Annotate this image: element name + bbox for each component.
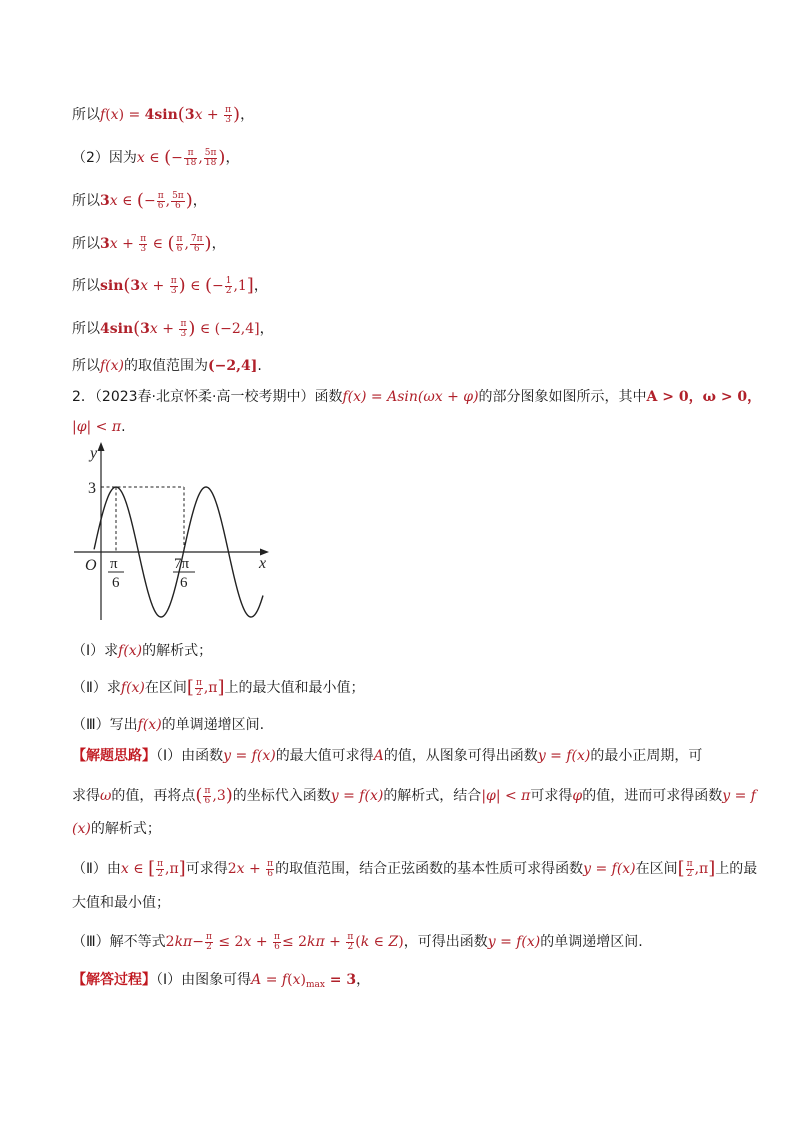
solution-line-7: 所以f(x)的取值范围为(−2,4]. xyxy=(72,358,262,374)
y-axis-label: y xyxy=(90,445,98,462)
analysis-line-6: （Ⅲ）解不等式2kπ− $\frac{\pi}{2}$ ≤ 2x + $\frac{\pi}{6}$ ≤ 2kπ + $\frac{\pi}{2}$ (k ∈ Z)，可得出函数y = f(x)的单调递增区间. xyxy=(72,931,643,952)
tick2-numerator: 7π xyxy=(174,556,190,572)
solution-process-line-1: 【解答过程】（Ⅰ）由图象可得$A = f(x)_{max} = 3$， xyxy=(72,972,371,990)
y-axis-arrow xyxy=(98,442,105,451)
sine-graph xyxy=(70,440,280,630)
origin-label: O xyxy=(85,557,97,574)
analysis-line-3: (x)的解析式； xyxy=(72,821,161,837)
problem-statement-line-1: 2．（2023春·北京怀柔·高一校考期中）函数f(x) = Asin(ωx + φ)的部分图象如图所示，其中A > 0，ω > 0， xyxy=(72,389,762,405)
analysis-line-4: （Ⅱ）由x ∈ [ $\frac{\pi}{2}$ ,π]可求得2x + $\frac{\pi}{6}$ 的取值范围，结合正弦函数的基本性质可求得函数y = f(x)在区间[ $\frac{\pi}{2}$ ,π]上的最 xyxy=(72,858,758,879)
solution-line-2: （2）因为x ∈ (− $\frac{\pi}{18}$ , $\frac{5\pi}{18}$ )， xyxy=(72,147,240,168)
solution-label: 【解答过程】 xyxy=(72,972,156,988)
solution-line-5: 所以sin(3x + $\frac{\pi}{3}$ ) ∈ (− $\frac{1}{2}$ ,1]， xyxy=(72,275,268,296)
analysis-label: 【解题思路】 xyxy=(72,748,156,764)
tick1-denominator: 6 xyxy=(112,575,120,591)
analysis-line-2: 求得ω的值，再将点( $\frac{\pi}{6}$ ,3)的坐标代入函数y = f(x)的解析式，结合|φ| < π可求得φ的值，进而可求得函数y = f xyxy=(72,785,756,806)
solution-line-3: 所以3x ∈ (− $\frac{\pi}{6}$ , $\frac{5\pi}{6}$ )， xyxy=(72,190,207,211)
analysis-line-5: 大值和最小值； xyxy=(72,895,170,911)
problem-statement-line-2: |φ| < π. xyxy=(72,419,126,435)
solution-line-6: 所以4sin(3x + $\frac{\pi}{3}$ ) ∈ (−2,4]， xyxy=(72,318,274,339)
question-2: （Ⅱ）求f(x)在区间[ $\frac{\pi}{2}$ ,π]上的最大值和最小值； xyxy=(72,677,365,698)
formula: f xyxy=(100,107,106,123)
tick1-numerator: π xyxy=(110,556,118,572)
solution-line-4: 所以3x + $\frac{\pi}{3}$ ∈ ( $\frac{\pi}{6}$ , $\frac{7\pi}{6}$ )， xyxy=(72,233,226,254)
x-axis-label: x xyxy=(259,555,267,572)
text: 所以 xyxy=(72,107,100,123)
question-3: （Ⅲ）写出f(x)的单调递增区间. xyxy=(72,717,265,733)
tick2-denominator: 6 xyxy=(180,575,188,591)
analysis-line-1: 【解题思路】（Ⅰ）由函数y = f(x)的最大值可求得A的值，从图象可得出函数y = f(x)的最小正周期，可 xyxy=(72,748,703,764)
solution-line-1: 所以f(x) = 4sin(3x + $\frac{\pi}{3}$ )， xyxy=(72,104,255,125)
max-value-label: 3 xyxy=(88,480,96,497)
question-1: （Ⅰ）求f(x)的解析式； xyxy=(72,643,213,659)
